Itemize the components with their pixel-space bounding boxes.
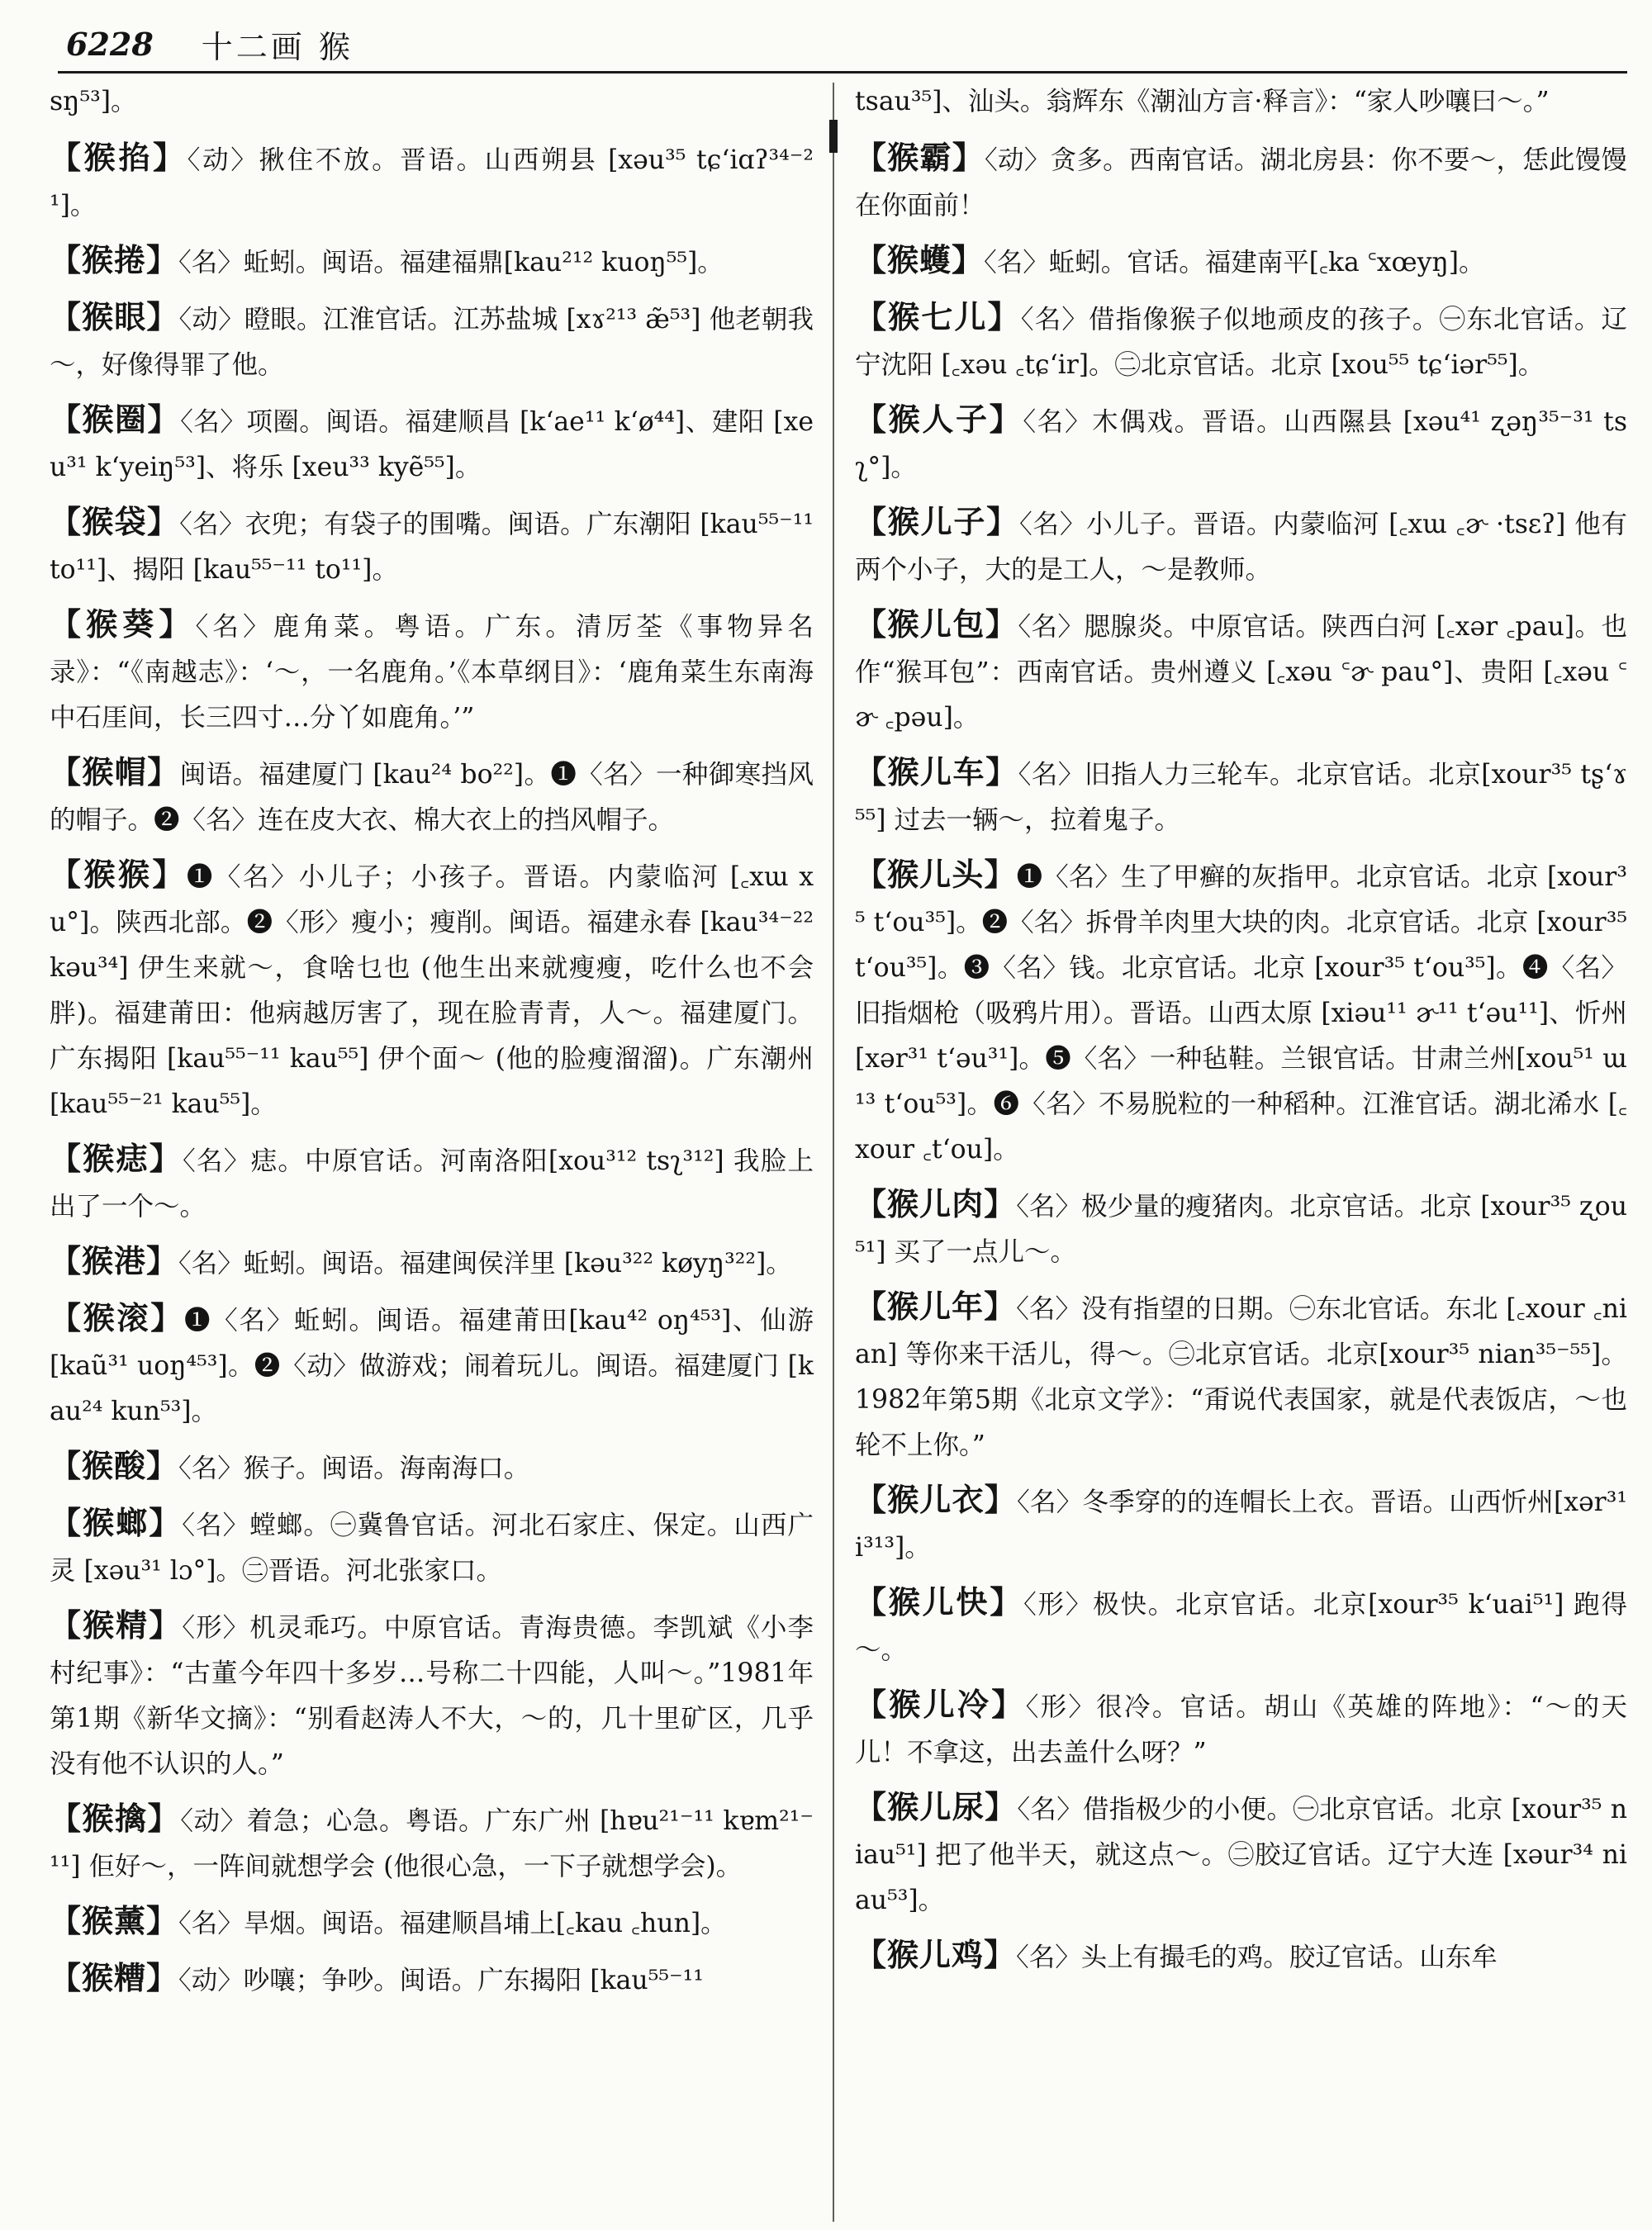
entry-definition: 〈名〉蚯蚓。官话。福建南平[꜀ka ꜂xœyŋ]。 (984, 248, 1485, 278)
entry-headword: 【猴七儿】 (855, 298, 1021, 335)
dictionary-entry (855, 499, 1627, 593)
entry-headword: 【猴滚】 (50, 1299, 184, 1336)
dictionary-entry (50, 1898, 814, 1947)
entry-headword: 【猴儿快】 (855, 1583, 1023, 1620)
dictionary-entry (855, 1682, 1627, 1776)
entry-definition: ❶〈名〉小儿子；小孩子。晋语。内蒙临河 [꜀xɯ xu°]。陕西北部。❷〈形〉瘦小；瘦削。闽语。福建永春 [kau³⁴⁻²² kəu³⁴] 伊生来就～，食啥乜也 (他生出来就瘦瘦，吃什么也不会胖)。福建莆田：他病越厉害了，现在脸青青，人～。福建厦门。广东揭阳 [kau⁵⁵⁻¹¹ kau⁵⁵] 伊个面～ (他的脸瘦溜溜)。广东潮州 [kau⁵⁵⁻²¹ kau⁵⁵]。 (50, 862, 814, 1119)
entry-definition: 〈名〉极少量的瘦猪肉。北京官话。北京 [xour³⁵ ʐou⁵¹] 买了一点儿～。 (855, 1192, 1627, 1267)
dictionary-entry (855, 1932, 1627, 1981)
entry-headword: 【猴葵】 (50, 605, 196, 643)
entry-headword: 【猴儿包】 (855, 605, 1018, 643)
entry-continuation: sŋ⁵³]。 (50, 87, 137, 116)
dictionary-entry (50, 135, 814, 229)
dictionary-entry (855, 237, 1627, 286)
dictionary-entry (50, 1602, 814, 1787)
entry-headword: 【猴儿车】 (855, 753, 1018, 790)
entry-headword: 【猴糟】 (50, 1959, 179, 1996)
entry-headword: 【猴眼】 (50, 298, 179, 335)
entry-headword: 【猴儿冷】 (855, 1686, 1026, 1723)
divider-mark (829, 120, 838, 153)
entry-headword: 【猴儿年】 (855, 1288, 1017, 1325)
entry-headword: 【猴人子】 (855, 401, 1023, 438)
entry-headword: 【猴捲】 (50, 241, 179, 278)
dictionary-entry (50, 852, 814, 1127)
entry-headword: 【猴袋】 (50, 503, 180, 540)
dictionary-entry (50, 1500, 814, 1594)
entry-headword: 【猴儿肉】 (855, 1185, 1017, 1222)
entry-headword: 【猴儿尿】 (855, 1788, 1018, 1825)
right-column (855, 79, 1627, 1989)
dictionary-entry (855, 1477, 1627, 1571)
entry-definition: 〈名〉小儿子。晋语。内蒙临河 [꜀xɯ ꜀ɚ ·tsɛʔ] 他有两个小子，大的是工人，～是教师。 (855, 510, 1627, 585)
entry-headword: 【猴霸】 (855, 139, 985, 176)
header-rule (58, 71, 1627, 74)
entry-definition: 〈名〉旧指人力三轮车。北京官话。北京[xour³⁵ tʂʻɤ⁵⁵] 过去一辆～，拉着鬼子。 (855, 760, 1627, 835)
entry-definition: 〈动〉吵嚷；争吵。闽语。广东揭阳 [kau⁵⁵⁻¹¹ (178, 1966, 704, 1995)
entry-definition: 〈名〉蚯蚓。闽语。福建福鼎[kau²¹² kuoŋ⁵⁵]。 (178, 248, 724, 278)
page-number: 6228 (66, 25, 154, 63)
entry-definition: 〈名〉螳螂。㊀冀鲁官话。河北石家庄、保定。山西广灵 [xəu³¹ lɔ°]。㊁晋语。河北张家口。 (50, 1511, 814, 1586)
dictionary-entry (50, 601, 814, 741)
dictionary-entry (50, 1295, 814, 1435)
entry-definition: 〈名〉木偶戏。晋语。山西隰县 [xəu⁴¹ ʐəŋ³⁵⁻³¹ tsʅ°]。 (855, 407, 1627, 482)
entry-definition: 〈名〉蚯蚓。闽语。福建闽侯洋里 [kəu³²² køyŋ³²²]。 (178, 1249, 792, 1279)
entry-continuation: tsau³⁵]、汕头。翁辉东《潮汕方言·释言》：“家人吵嚷曰～。” (855, 87, 1550, 116)
column-divider (833, 83, 834, 2222)
dictionary-entry (50, 749, 814, 843)
entry-definition: 〈名〉鹿角菜。粤语。广东。清厉荃《事物异名录》：“《南越志》：‘～，一名鹿角。’《本草纲目》：‘鹿角菜生东南海中石厓间，长三四寸…分丫如鹿角。’” (50, 612, 814, 733)
entry-definition: ❶〈名〉蚯蚓。闽语。福建莆田[kau⁴² oŋ⁴⁵³]、仙游 [kaũ³¹ uoŋ⁴⁵³]。❷〈动〉做游戏；闹着玩儿。闽语。福建厦门 [kau²⁴ kun⁵³]。 (50, 1306, 814, 1426)
dictionary-entry (50, 1443, 814, 1492)
dictionary-entry (855, 749, 1627, 843)
entry-headword: 【猴港】 (50, 1242, 179, 1279)
entry-headword: 【猴儿鸡】 (855, 1936, 1017, 1973)
dictionary-entry (855, 601, 1627, 741)
dictionary-entry (50, 1238, 814, 1287)
dictionary-entry (855, 1784, 1627, 1924)
entry-headword: 【猴薰】 (50, 1902, 179, 1939)
dictionary-entry (855, 396, 1627, 491)
entry-definition: 〈名〉腮腺炎。中原官话。陕西白河 [꜀xər ꜀pau]。也作“猴耳包”：西南官话。贵州遵义 [꜀xəu ꜂ɚ pau°]、贵阳 [꜀xəu ꜂ɚ ꜀pəu]。 (855, 612, 1627, 733)
entry-definition: 〈名〉痣。中原官话。河南洛阳[xou³¹² tsʅ³¹²] 我脸上出了一个～。 (50, 1146, 814, 1222)
dictionary-entry (855, 1181, 1627, 1275)
dictionary-entry (855, 1283, 1627, 1468)
dictionary-entry (50, 1955, 814, 2004)
entry-definition: ❶〈名〉生了甲癣的灰指甲。北京官话。北京 [xour³⁵ tʻou³⁵]。❷〈名〉拆骨羊肉里大块的肉。北京官话。北京 [xour³⁵ tʻou³⁵]。❸〈名〉钱。北京官话。北京 [xour³⁵ tʻou³⁵]。❹〈名〉旧指烟枪（吸鸦片用）。晋语。山西太原 [xiəu¹¹ ɚ¹¹ tʻəu¹¹]、忻州 [xər³¹ tʻəu³¹]。❺〈名〉一种毡鞋。兰银官话。甘肃兰州[xou⁵¹ ɯ¹³ tʻou⁵³]。❻〈名〉不易脱粒的一种稻种。江淮官话。湖北浠水 [꜀xour ꜀tʻou]。 (855, 862, 1627, 1165)
entry-headword: 【猴儿头】 (855, 856, 1017, 893)
entry-definition: 〈形〉机灵乖巧。中原官话。青海贵德。李凯斌《小李村纪事》：“古董今年四十多岁…号称二十四能，人叫～。”1981年第1期《新华文摘》：“别看赵涛人不大，～的，几十里矿区，几乎没有他不认识的人。” (50, 1613, 814, 1779)
entry-headword: 【猴圈】 (50, 401, 181, 438)
page-header (66, 18, 1627, 69)
entry-headword: 【猴酸】 (50, 1447, 179, 1484)
entry-headword: 【猴擒】 (50, 1800, 181, 1837)
dictionary-entry (50, 499, 814, 593)
entry-headword: 【猴儿子】 (855, 503, 1019, 540)
entry-definition: 〈动〉揪住不放。晋语。山西朔县 [xəu³⁵ tɕʻiɑʔ³⁴⁻²¹]。 (50, 145, 814, 221)
entry-definition: 闽语。福建厦门 [kau²⁴ bo²²]。❶〈名〉一种御寒挡风的帽子。❷〈名〉连在皮大衣、棉大衣上的挡风帽子。 (50, 760, 814, 835)
dictionary-entry (50, 1796, 814, 1890)
dictionary-entry (50, 294, 814, 388)
entry-headword: 【猴猴】 (50, 856, 187, 893)
entry-definition: 〈名〉借指像猴子似地顽皮的孩子。㊀东北官话。辽宁沈阳 [꜀xəu ꜀tɕʻir]。㊁北京官话。北京 [xou⁵⁵ tɕʻiər⁵⁵]。 (855, 305, 1627, 380)
entry-definition: 〈形〉极快。北京官话。北京[xour³⁵ kʻuai⁵¹] 跑得～。 (855, 1590, 1627, 1665)
dictionary-entry (855, 852, 1627, 1173)
entry-definition: 〈名〉冬季穿的的连帽长上衣。晋语。山西忻州[xər³¹ i³¹³]。 (855, 1487, 1627, 1563)
dictionary-entry (50, 396, 814, 491)
entry-headword: 【猴螂】 (50, 1504, 183, 1541)
entry-headword: 【猴精】 (50, 1606, 183, 1644)
dictionary-entry (855, 1579, 1627, 1673)
entry-definition: 〈形〉很冷。官话。胡山《英雄的阵地》：“～的天儿！不拿这，出去盖什么呀？” (855, 1692, 1627, 1767)
entry-definition: 〈名〉衣兜；有袋子的围嘴。闽语。广东潮阳 [kau⁵⁵⁻¹¹ to¹¹]、揭阳 [kau⁵⁵⁻¹¹ to¹¹]。 (50, 510, 814, 585)
entry-definition: 〈名〉没有指望的日期。㊀东北官话。东北 [꜀xour ꜀nian] 等你来干活儿，得～。㊁北京官话。北京[xour³⁵ nian³⁵⁻⁵⁵]。1982年第5期《北京文学》：“甭说代表国家，就是代表饭店，～也轮不上你。” (855, 1294, 1627, 1460)
dictionary-entry (855, 135, 1627, 229)
left-column (50, 79, 814, 2012)
entry-headword: 【猴帽】 (50, 753, 180, 790)
section-label: 十二画 猴 (201, 28, 354, 65)
entry-definition: 〈动〉着急；心急。粤语。广东广州 [hɐu²¹⁻¹¹ kɐm²¹⁻¹¹] 佢好～，一阵间就想学会 (他很心急，一下子就想学会)。 (50, 1806, 814, 1881)
dictionary-entry (855, 294, 1627, 388)
dictionary-entry (50, 1136, 814, 1230)
entry-headword: 【猴儿衣】 (855, 1481, 1018, 1518)
entry-headword: 【猴掐】 (50, 139, 188, 176)
entry-definition: 〈名〉头上有撮毛的鸡。胶辽官话。山东牟 (1016, 1943, 1498, 1972)
dictionary-entry (50, 237, 814, 286)
entry-headword: 【猴痣】 (50, 1140, 183, 1177)
entry-definition: 〈动〉贪多。西南官话。湖北房县：你不要～，恁此馒馒在你面前！ (855, 145, 1627, 221)
entry-definition: 〈名〉借指极少的小便。㊀北京官话。北京 [xour³⁵ niau⁵¹] 把了他半天，就这点～。㊁胶辽官话。辽宁大连 [xəur³⁴ niau⁵³]。 (855, 1795, 1627, 1915)
entry-definition: 〈名〉猴子。闽语。海南海口。 (178, 1454, 530, 1483)
entry-definition: 〈名〉旱烟。闽语。福建顺昌埔上[꜀kau ꜀hun]。 (178, 1909, 727, 1938)
entry-definition: 〈名〉项圈。闽语。福建顺昌 [kʻae¹¹ kʻø⁴⁴]、建阳 [xeu³¹ kʻyeiŋ⁵³]、将乐 [xeu³³ kyẽ⁵⁵]。 (50, 407, 814, 482)
entry-definition: 〈动〉瞪眼。江淮官话。江苏盐城 [xɤ²¹³ æ̃⁵³] 他老朝我～，好像得罪了他。 (50, 305, 814, 380)
entry-headword: 【猴蠖】 (855, 241, 985, 278)
